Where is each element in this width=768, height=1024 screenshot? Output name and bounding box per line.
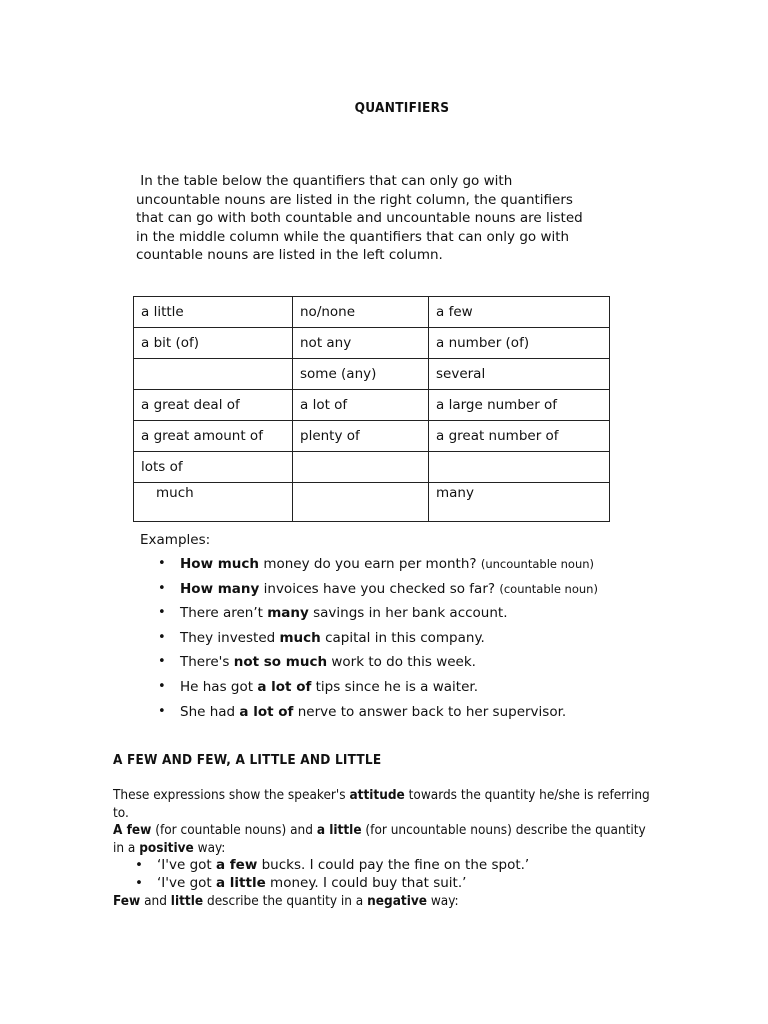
- table-cell: a bit (of): [134, 328, 293, 359]
- bold-text: much: [279, 629, 321, 646]
- text: They invested: [180, 629, 280, 646]
- text: tips since he is a waiter.: [311, 678, 478, 695]
- list-item: [180, 700, 660, 725]
- text: (for uncountable nouns) describe the quantity in a: [113, 822, 646, 856]
- text: towards the quantity he/she is referring to.: [113, 787, 650, 821]
- bold-text: positive: [139, 839, 194, 856]
- table-cell: not any: [293, 328, 429, 359]
- bold-text: many: [267, 605, 309, 622]
- few-little-section: [113, 752, 653, 910]
- table-cell: a great number of: [429, 421, 610, 452]
- text: invoices have you checked so far?: [259, 580, 500, 597]
- note-text: (countable noun): [499, 581, 598, 596]
- bold-text: How many: [180, 580, 260, 597]
- list-item: [180, 577, 660, 602]
- text: There aren’t: [180, 605, 268, 622]
- text: ‘I've got: [157, 857, 216, 874]
- text: bucks. I could pay the fine on the spot.’: [257, 857, 530, 874]
- text: money do you earn per month?: [259, 556, 481, 572]
- text: (for countable nouns) and: [151, 822, 317, 839]
- examples-label: Examples:: [140, 532, 211, 548]
- page-title: QUANTIFIERS: [354, 100, 450, 116]
- table-cell: no/none: [293, 297, 429, 328]
- table-cell: [429, 452, 610, 483]
- table-cell: a large number of: [429, 390, 610, 421]
- bold-text: How much: [180, 556, 260, 572]
- bold-text: Few: [113, 892, 141, 909]
- intro-line: that can go with both countable and uncountable nouns are listed: [136, 210, 583, 227]
- table-cell: a lot of: [293, 390, 429, 421]
- table-row: [134, 421, 610, 452]
- text: nerve to answer back to her supervisor.: [293, 703, 567, 720]
- bold-text: A few: [113, 822, 152, 839]
- table-row: [134, 328, 610, 359]
- text: and: [140, 892, 171, 909]
- note-text: (uncountable noun): [480, 557, 595, 571]
- list-item: [180, 626, 660, 651]
- bold-text: little: [170, 892, 204, 909]
- intro-paragraph: [136, 172, 636, 265]
- list-item: [157, 857, 653, 875]
- table-cell: much: [134, 483, 293, 522]
- table-cell: many: [429, 483, 610, 522]
- table-cell: [134, 359, 293, 390]
- table-row: [134, 390, 610, 421]
- text: way:: [427, 892, 459, 909]
- text: savings in her bank account.: [308, 605, 508, 622]
- table-cell: a little: [134, 297, 293, 328]
- table-cell: several: [429, 359, 610, 390]
- bold-text: a few: [215, 857, 258, 874]
- table-cell: a great amount of: [134, 421, 293, 452]
- text: He has got: [180, 678, 258, 695]
- examples-section: [140, 532, 660, 724]
- section-heading: A FEW AND FEW, A LITTLE AND LITTLE: [113, 752, 382, 768]
- text: There's: [180, 654, 234, 671]
- list-item: [180, 650, 660, 675]
- text: She had: [180, 703, 240, 720]
- list-item: [157, 875, 653, 893]
- intro-line: in the middle column while the quantifiers that can only go with: [136, 228, 570, 245]
- table-row: [134, 452, 610, 483]
- bold-text: attitude: [349, 787, 405, 803]
- table-cell: some (any): [293, 359, 429, 390]
- list-item: [180, 675, 660, 700]
- bold-text: a lot of: [239, 703, 294, 720]
- attitude-paragraph: [113, 787, 653, 822]
- text: ‘I've got: [157, 874, 216, 891]
- positive-paragraph: [113, 822, 653, 857]
- text: describe the quantity in a: [203, 892, 368, 909]
- text: work to do this week.: [327, 654, 476, 671]
- text: capital in this company.: [320, 629, 485, 646]
- text: way:: [193, 839, 226, 856]
- negative-paragraph: [113, 893, 653, 911]
- intro-line: In the table below the quantifiers that can only go with: [136, 173, 513, 189]
- text: money. I could buy that suit.’: [265, 874, 467, 891]
- table-cell: lots of: [134, 452, 293, 483]
- table-cell: a great deal of: [134, 390, 293, 421]
- list-item: [180, 552, 660, 577]
- intro-line: uncountable nouns are listed in the right column, the quantifiers: [136, 191, 573, 208]
- table-row: [134, 297, 610, 328]
- table-cell: a number (of): [429, 328, 610, 359]
- table-cell: a few: [429, 297, 610, 328]
- text: These expressions show the speaker's: [113, 787, 350, 803]
- bold-text: not so much: [233, 654, 328, 671]
- examples-list: [140, 552, 660, 724]
- positive-examples-list: [113, 857, 653, 892]
- bold-text: a little: [215, 874, 266, 891]
- list-item: [180, 601, 660, 626]
- table-row: [134, 359, 610, 390]
- table-row: [134, 483, 610, 522]
- table-cell: [293, 452, 429, 483]
- table-cell: plenty of: [293, 421, 429, 452]
- intro-line: countable nouns are listed in the left column.: [136, 247, 443, 264]
- table-cell: [293, 483, 429, 522]
- bold-text: negative: [367, 892, 428, 909]
- quantifiers-table: [133, 296, 610, 522]
- bold-text: a little: [316, 822, 362, 839]
- bold-text: a lot of: [257, 678, 312, 695]
